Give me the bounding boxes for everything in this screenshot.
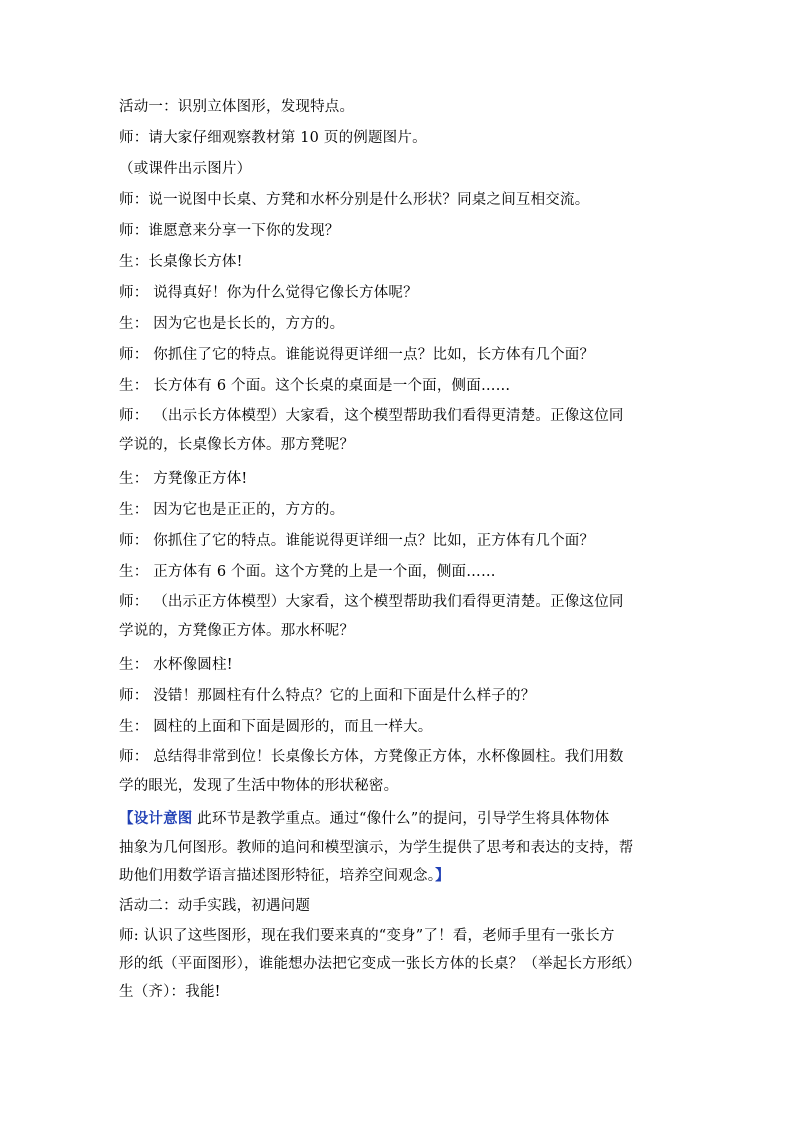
dialogue-line: 师：说一说图中长桌、方凳和水杯分别是什么形状？同桌之间互相交流。 <box>119 192 590 208</box>
dialogue-line: 生： 圆柱的上面和下面是圆形的，而且一样大。 <box>119 719 433 735</box>
design-intent-note <box>119 805 675 891</box>
dialogue-line-continued: 学说的，长桌像长方体。那方凳呢？ <box>119 437 355 453</box>
design-intent-label: 【设计意图 <box>119 811 193 827</box>
dialogue-line: 师： 你抓住了它的特点。谁能说得更详细一点？比如，长方体有几个面？ <box>119 347 595 363</box>
dialogue-line: 生：长桌像长方体! <box>119 254 243 270</box>
dialogue-line: 师： 总结得非常到位！长桌像长方体，方凳像正方体，水杯像圆柱。我们用数 <box>119 749 624 765</box>
design-intent-line-1 <box>119 805 675 834</box>
dialogue-line: 师： 没错！那圆柱有什么特点？它的上面和下面是什么样子的？ <box>119 688 536 704</box>
activity-one-heading: 活动一：识别立体图形，发现特点。 <box>119 99 355 115</box>
stage-note: （或课件出示图片） <box>119 161 252 177</box>
design-intent-line-2: 抽象为几何图形。教师的追问和模型演示，为学生提供了思考和表达的支持，帮 <box>119 839 634 856</box>
dialogue-line: 生： 长方体有 6 个面。这个长桌的桌面是一个面，侧面…… <box>119 378 511 394</box>
dialogue-line: 师： （出示正方体模型）大家看，这个模型帮助我们看得更清楚。正像这位同 <box>119 594 624 610</box>
dialogue-line-continued: 学说的，方凳像正方体。那水杯呢？ <box>119 623 355 639</box>
dialogue-line: 师：请大家仔细观察教材第 10 页的例题图片。 <box>119 130 427 146</box>
activity-two-heading: 活动二：动手实践，初遇问题 <box>119 897 311 914</box>
dialogue-line: 师： （出示长方体模型）大家看，这个模型帮助我们看得更清楚。正像这位同 <box>119 408 624 424</box>
dialogue-line: 师: 认识了这些图形，现在我们要来真的“变身”了！看，老师手里有一张长方 <box>119 927 615 944</box>
design-intent-close: 】 <box>435 868 450 884</box>
dialogue-line-continued: 形的纸（平面图形），谁能想办法把它变成一张长方体的长桌？（举起长方形纸） <box>119 955 641 972</box>
design-intent-text: 助他们用数学语言描述图形特征，培养空间观念。 <box>119 868 436 884</box>
dialogue-line: 生： 因为它也是正正的，方方的。 <box>119 502 345 518</box>
dialogue-line: 生（齐）：我能! <box>119 983 221 1000</box>
dialogue-line: 师： 说得真好！你为什么觉得它像长方体呢？ <box>119 285 418 301</box>
dialogue-line: 生： 因为它也是长长的，方方的。 <box>119 316 345 332</box>
dialogue-line: 生： 方凳像正方体! <box>119 471 248 487</box>
design-intent-text: 此环节是教学重点。通过“像什么”的提问，引导学生将具体物体 <box>192 811 610 827</box>
dialogue-line-continued: 学的眼光，发现了生活中物体的形状秘密。 <box>119 778 399 794</box>
dialogue-line: 生： 水杯像圆柱! <box>119 657 233 673</box>
dialogue-line: 师：谁愿意来分享一下你的发现？ <box>119 223 340 239</box>
document-body <box>119 92 675 1006</box>
dialogue-line: 师： 你抓住了它的特点。谁能说得更详细一点？比如，正方体有几个面？ <box>119 533 595 549</box>
dialogue-line: 生： 正方体有 6 个面。这个方凳的上是一个面，侧面…… <box>119 564 496 580</box>
design-intent-line-3 <box>119 862 675 891</box>
